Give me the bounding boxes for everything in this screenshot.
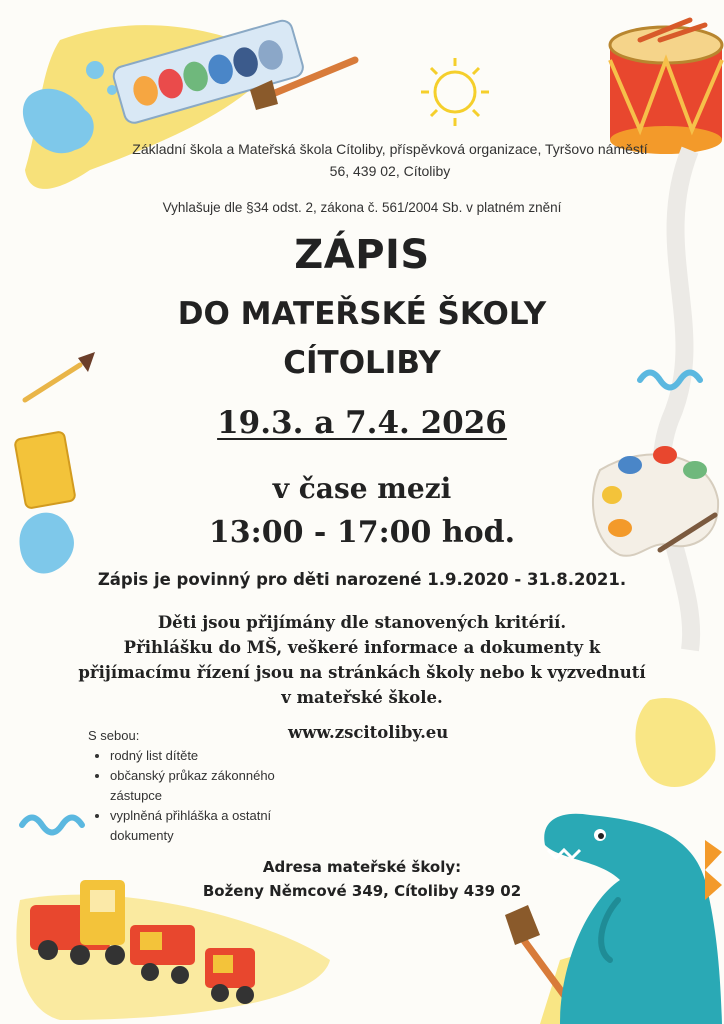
page-subtitle-line2: CÍTOLIBY	[283, 345, 441, 381]
page-title: ZÁPIS	[294, 232, 430, 278]
dinosaur-icon	[544, 814, 722, 1024]
bring-list	[88, 726, 288, 846]
time-intro: v čase mezi	[272, 472, 452, 505]
info-paragraph	[60, 610, 664, 710]
list-item: • občanský průkaz zákonného zástupce	[110, 766, 288, 806]
decree-notice: Vyhlašuje dle §34 odst. 2, zákona č. 561/2004 Sb. v platném znění	[162, 200, 562, 215]
page-subtitle-line1: DO MATEŘSKÉ ŠKOLY	[177, 296, 547, 332]
blue-squiggle	[22, 818, 82, 833]
address-label: Adresa mateřské školy:	[262, 858, 462, 876]
obligation-notice: Zápis je povinný pro děti narozené 1.9.2020 - 31.8.2021.	[97, 570, 627, 589]
info-line: Děti jsou přijímány dle stanovených kritérií.	[157, 613, 567, 632]
yellow-paint-splash	[635, 698, 715, 787]
enrollment-dates-text: 19.3. a 7.4. 2026	[217, 405, 507, 441]
enrollment-dates	[0, 405, 724, 441]
info-line: přijímacímu řízení jsou na stránkách školy nebo k vyzvednutí	[78, 663, 646, 682]
info-line: v mateřské škole.	[281, 688, 443, 707]
info-line: Přihlášku do MŠ, veškeré informace a dokumenty k	[123, 638, 601, 657]
time-range: 13:00 - 17:00 hod.	[208, 515, 516, 550]
bring-items	[88, 746, 288, 846]
address-value: Boženy Němcové 349, Cítoliby 439 02	[202, 882, 522, 900]
drum-icon	[610, 20, 722, 154]
website-link[interactable]: www.zscitoliby.eu	[288, 723, 449, 742]
bring-label: S sebou:	[88, 728, 140, 743]
list-item: • vyplněná přihláška a ostatní dokumenty	[110, 806, 288, 846]
sun-icon	[421, 58, 489, 126]
school-header: Základní škola a Mateřská škola Cítoliby, příspěvková organizace, Tyršovo náměstí 56, 439 02, Cítoliby	[132, 141, 648, 179]
list-item: • rodný list dítěte	[110, 746, 288, 766]
